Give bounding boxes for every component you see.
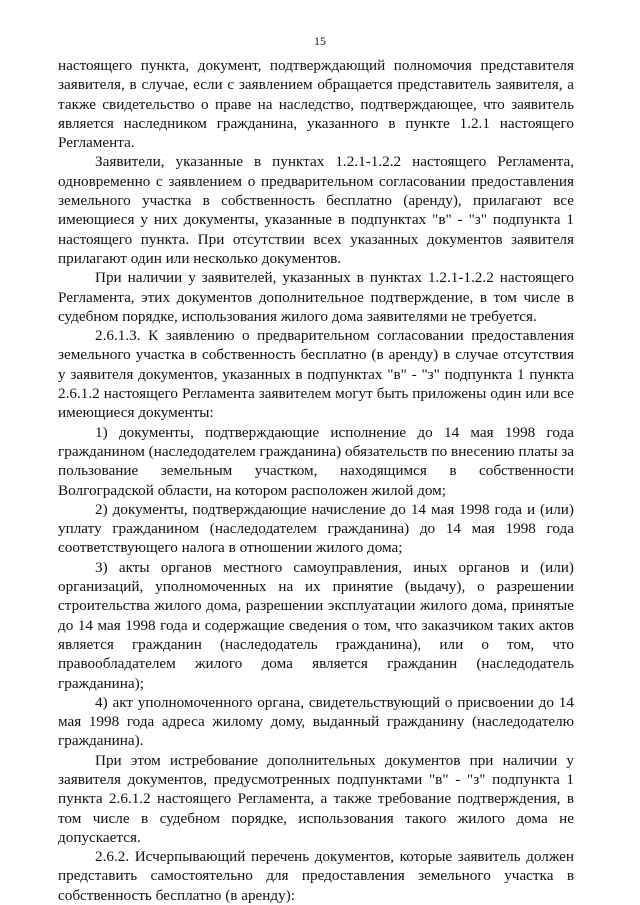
paragraph: При этом истребование дополнительных документов при наличии у заявителя документов, предусмотренных подпунктами "в" - "з" подпункта 1 пункта 2.6.1.2 настоящего Регламента, а также требование подтверждения, в том числе в судебном порядке, использования такого жилого дома не допускается. <box>58 751 574 846</box>
paragraph: 1) документы, подтверждающие исполнение до 14 мая 1998 года гражданином (наследодателем гражданина) обязательств по внесению платы за пользование земельным участком, находящимся в собственности Волгоградской области, на котором расположен жилой дом; <box>58 423 574 499</box>
paragraph: Заявители, указанные в пунктах 1.2.1-1.2.2 настоящего Регламента, одновременно с заявлением о предварительном согласовании предоставления земельного участка в собственность бесплатно (аренду), прилагают все имеющиеся у них документы, указанные в подпунктах "в" - "з" подпункта 1 настоящего пункта. При отсутствии всех указанных документов заявителя прилагают один или несколько документов. <box>58 153 574 267</box>
document-body <box>58 56 574 905</box>
paragraph: 2.6.1.3. К заявлению о предварительном согласовании предоставления земельного участка в собственность бесплатно (в аренду) в случае отсутствия у заявителя документов, указанных в подпунктах "в" - "з" подпункта 1 пункта 2.6.1.2 настоящего Регламента заявителем могут быть приложены один или все имеющиеся документы: <box>58 327 574 422</box>
page-number: 15 <box>314 34 326 48</box>
paragraph: 4) акт уполномоченного органа, свидетельствующий о присвоении до 14 мая 1998 года адреса жилому дому, выданный гражданину (наследодателю гражданина). <box>58 693 574 750</box>
paragraph: При наличии у заявителей, указанных в пунктах 1.2.1-1.2.2 настоящего Регламента, этих документов дополнительное подтверждение, в том числе в судебном порядке, использования жилого дома заявителями не требуется. <box>58 269 574 325</box>
paragraph: настоящего пункта, документ, подтверждающий полномочия представителя заявителя, в случае, если с заявлением обращается представитель заявителя, а также свидетельство о праве на наследство, подтверждающее, что заявитель является наследником гражданина, указанного в пункте 1.2.1 настоящего Регламента. <box>58 57 574 152</box>
paragraph: 2) документы, подтверждающие начисление до 14 мая 1998 года и (или) уплату гражданином (наследодателем гражданина) до 14 мая 1998 года соответствующего налога в отношении жилого дома; <box>58 500 574 557</box>
paragraph: 3) акты органов местного самоуправления, иных органов и (или) организаций, уполномоченных на их принятие (выдачу), о разрешении строительства жилого дома, разрешении эксплуатации жилого дома, принятые до 14 мая 1998 года и содержащие сведения о том, что заказчиком таких актов является гражданин (наследодатель гражданина), или о том, что правообладателем жилого дома является гражданин (наследодатель гражданина); <box>58 558 574 692</box>
paragraph: 2.6.2. Исчерпывающий перечень документов, которые заявитель должен представить самостоятельно для предоставления земельного участка в собственность бесплатно (в аренду): <box>58 848 574 904</box>
